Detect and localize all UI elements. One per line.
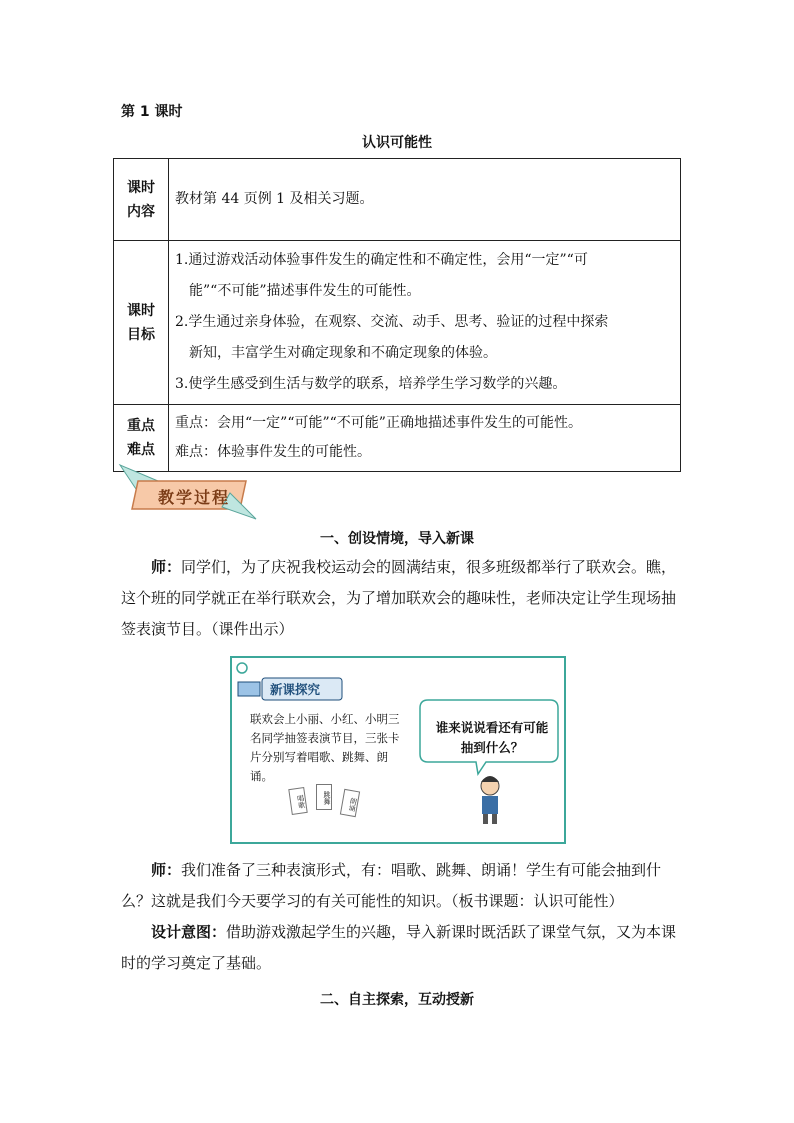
card-dance: 跳舞	[316, 784, 332, 810]
lesson-title: 认识可能性	[362, 135, 432, 151]
content-head: 课时内容	[114, 159, 169, 241]
lesson-info-table	[113, 158, 681, 472]
section-heading-1: 一、创设情境，导入新课	[320, 531, 474, 547]
teacher-icon	[481, 776, 499, 824]
courseware-slide	[230, 656, 566, 844]
difficult-point: 难点：体验事件发生的可能性。	[175, 444, 371, 460]
slide-description: 联欢会上小丽、小红、小明三名同学抽签表演节目，三张卡片分别写着唱歌、跳舞、朗诵。	[250, 712, 400, 783]
goals-head: 课时目标	[114, 241, 169, 405]
goals-cell	[169, 241, 681, 405]
speech-bubble-text: 谁来说说看还有可能抽到什么？	[435, 720, 549, 755]
content-cell: 教材第 44 页例 1 及相关习题。	[169, 159, 681, 241]
key-head: 重点难点	[114, 405, 169, 472]
banner-label: 教学过程	[157, 488, 230, 507]
slide-tab-label: 新课探究	[270, 682, 321, 697]
key-cell	[169, 405, 681, 472]
goal-item: 1.通过游戏活动体验事件发生的确定性和不确定性，会用“一定”“可 能”“不可能”描述事件发生的可能性。	[175, 252, 588, 299]
lesson-number: 第 1 课时	[121, 104, 183, 120]
key-point: 重点：会用“一定”“可能”“不可能”正确地描述事件发生的可能性。	[175, 415, 582, 431]
paragraph-1: 师：同学们，为了庆祝我校运动会的圆满结束，很多班级都举行了联欢会。瞧，这个班的同学就正在举行联欢会，为了增加联欢会的趣味性，老师决定让学生现场抽签表演节目。（课件出示）	[121, 558, 677, 638]
card-recite: 朗诵	[340, 789, 360, 817]
card-sing: 唱歌	[288, 787, 307, 815]
paragraph-2: 师：我们准备了三种表演形式，有：唱歌、跳舞、朗诵！学生有可能会抽到什么？这就是我们今天要学习的有关可能性的知识。（板书课题：认识可能性）	[121, 861, 662, 910]
goal-item: 2.学生通过亲身体验，在观察、交流、动手、思考、验证的过程中探索 新知，丰富学生对确定现象和不确定现象的体验。	[175, 314, 609, 361]
section-heading-2: 二、自主探索，互动授新	[320, 992, 474, 1008]
teaching-process-banner	[118, 463, 258, 521]
goal-item: 3.使学生感受到生活与数学的联系，培养学生学习数学的兴趣。	[175, 376, 567, 392]
paragraph-3: 设计意图：借助游戏激起学生的兴趣，导入新课时既活跃了课堂气氛，又为本课时的学习奠定了基础。	[121, 923, 677, 972]
